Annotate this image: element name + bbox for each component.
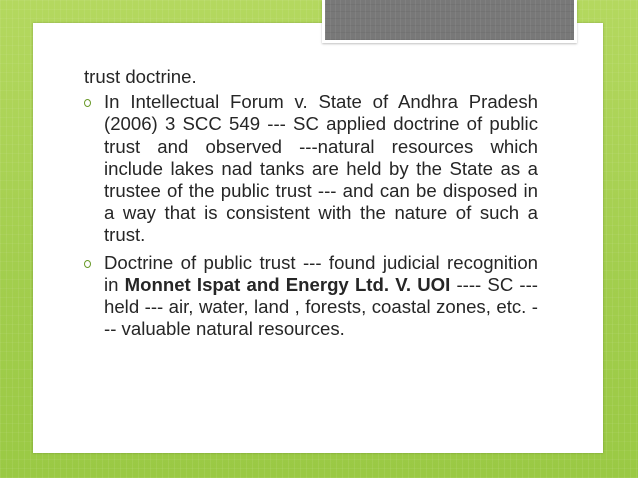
lead-text: trust doctrine.	[84, 66, 197, 87]
slide-body	[84, 66, 538, 345]
bullet-item	[84, 252, 538, 341]
bullet-text: In Intellectual Forum v. State of Andhra Pradesh (2006) 3 SCC 549 --- SC applied doctrine of public trust and observed ---natural resources which include lakes nad tanks are held by the State as a trustee of the public trust --- and can be disposed in a way that is consistent with the nature of such a trust.	[104, 91, 538, 246]
bullet-case-name: Monnet Ispat and Energy Ltd. V. UOI	[124, 273, 451, 295]
title-placeholder-bar	[322, 0, 577, 43]
bullet-text-part: Doctrine of public trust --- found judicial recognition in	[104, 251, 538, 295]
bullet-text-part: ---- SC --- held --- air, water, land , forests, coastal zones, etc. --- valuable natural resources.	[104, 273, 539, 340]
title-bar-fill	[325, 0, 574, 40]
bullet-circle-icon	[84, 260, 91, 268]
bullet-circle-icon	[84, 99, 91, 107]
bullet-item	[84, 91, 538, 246]
